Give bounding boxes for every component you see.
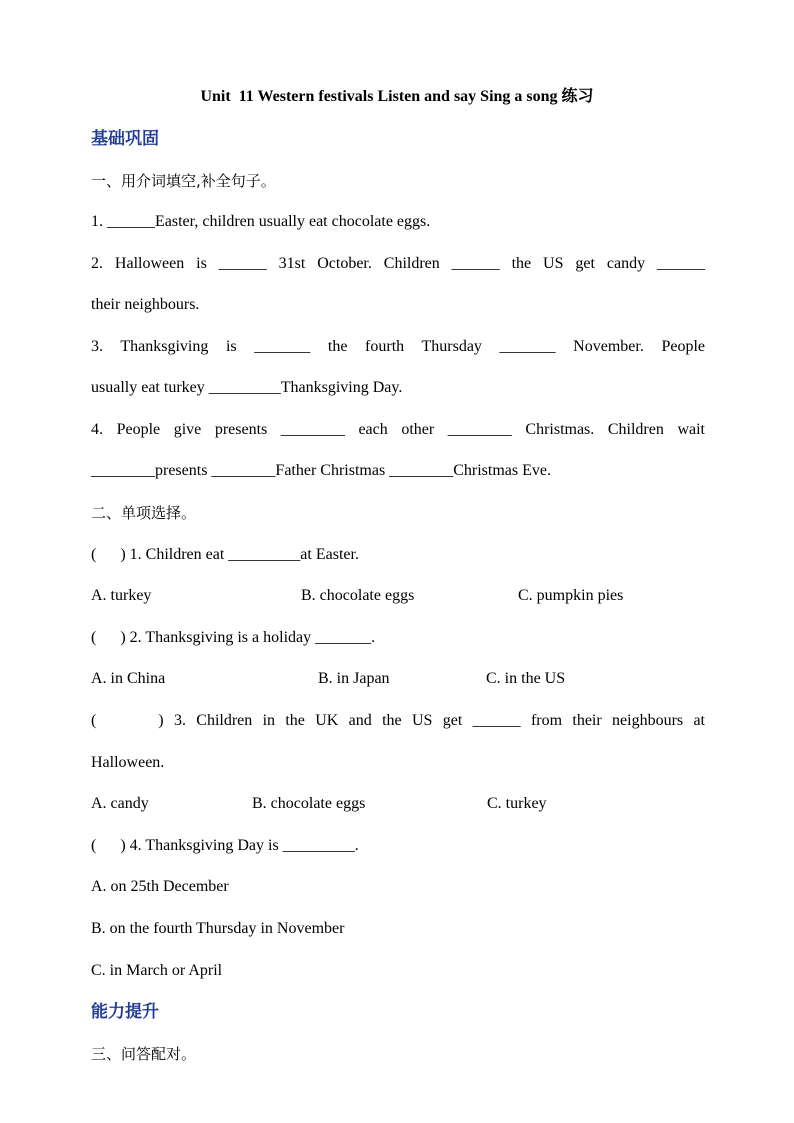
worksheet-title: Unit 11 Western festivals Listen and say Sing a song 练习 bbox=[200, 88, 594, 105]
fill-question-3-line1: 3. Thanksgiving is _______ the fourth Thursday _______ November. People bbox=[91, 338, 705, 355]
part-one-instruction: 一、用介词填空,补全句子。 bbox=[91, 172, 276, 190]
choice-question-4: ( ) 4. Thanksgiving Day is _________. bbox=[91, 837, 359, 854]
choice-question-2: ( ) 2. Thanksgiving is a holiday _______. bbox=[91, 629, 376, 646]
section-heading-advanced: 能力提升 bbox=[91, 1002, 159, 1022]
fill-question-2-line2: their neighbours. bbox=[91, 296, 200, 313]
choice-4-option-a: A. on 25th December bbox=[91, 878, 229, 895]
part-two-instruction: 二、单项选择。 bbox=[91, 504, 197, 522]
choice-question-1: ( ) 1. Children eat _________at Easter. bbox=[91, 546, 359, 563]
fill-question-2-line1: 2. Halloween is ______ 31st October. Children ______ the US get candy ______ bbox=[91, 255, 705, 272]
choice-4-option-c: C. in March or April bbox=[91, 962, 223, 979]
choice-4-option-b: B. on the fourth Thursday in November bbox=[91, 920, 345, 937]
choice-2-option-c: C. in the US bbox=[486, 670, 566, 687]
fill-question-4-line2: ________presents ________Father Christmas ________Christmas Eve. bbox=[91, 462, 551, 479]
choice-3-option-a: A. candy bbox=[91, 795, 149, 812]
fill-question-3-line2: usually eat turkey _________Thanksgiving Day. bbox=[91, 379, 403, 396]
choice-1-option-b: B. chocolate eggs bbox=[301, 587, 415, 604]
choice-question-3-line2: Halloween. bbox=[91, 754, 165, 771]
fill-question-1: 1. ______Easter, children usually eat chocolate eggs. bbox=[91, 213, 431, 230]
choice-2-option-a: A. in China bbox=[91, 670, 166, 687]
choice-1-option-c: C. pumpkin pies bbox=[518, 587, 624, 604]
choice-question-3-line1: ( ) 3. Children in the UK and the US get ______ from their neighbours at bbox=[91, 712, 705, 729]
choice-2-option-b: B. in Japan bbox=[318, 670, 390, 687]
section-heading-basic: 基础巩固 bbox=[91, 129, 159, 149]
choice-3-option-b: B. chocolate eggs bbox=[252, 795, 366, 812]
choice-3-option-c: C. turkey bbox=[487, 795, 547, 812]
choice-1-option-a: A. turkey bbox=[91, 587, 152, 604]
fill-question-4-line1: 4. People give presents ________ each other ________ Christmas. Children wait bbox=[91, 421, 705, 438]
part-three-instruction: 三、问答配对。 bbox=[91, 1045, 197, 1063]
